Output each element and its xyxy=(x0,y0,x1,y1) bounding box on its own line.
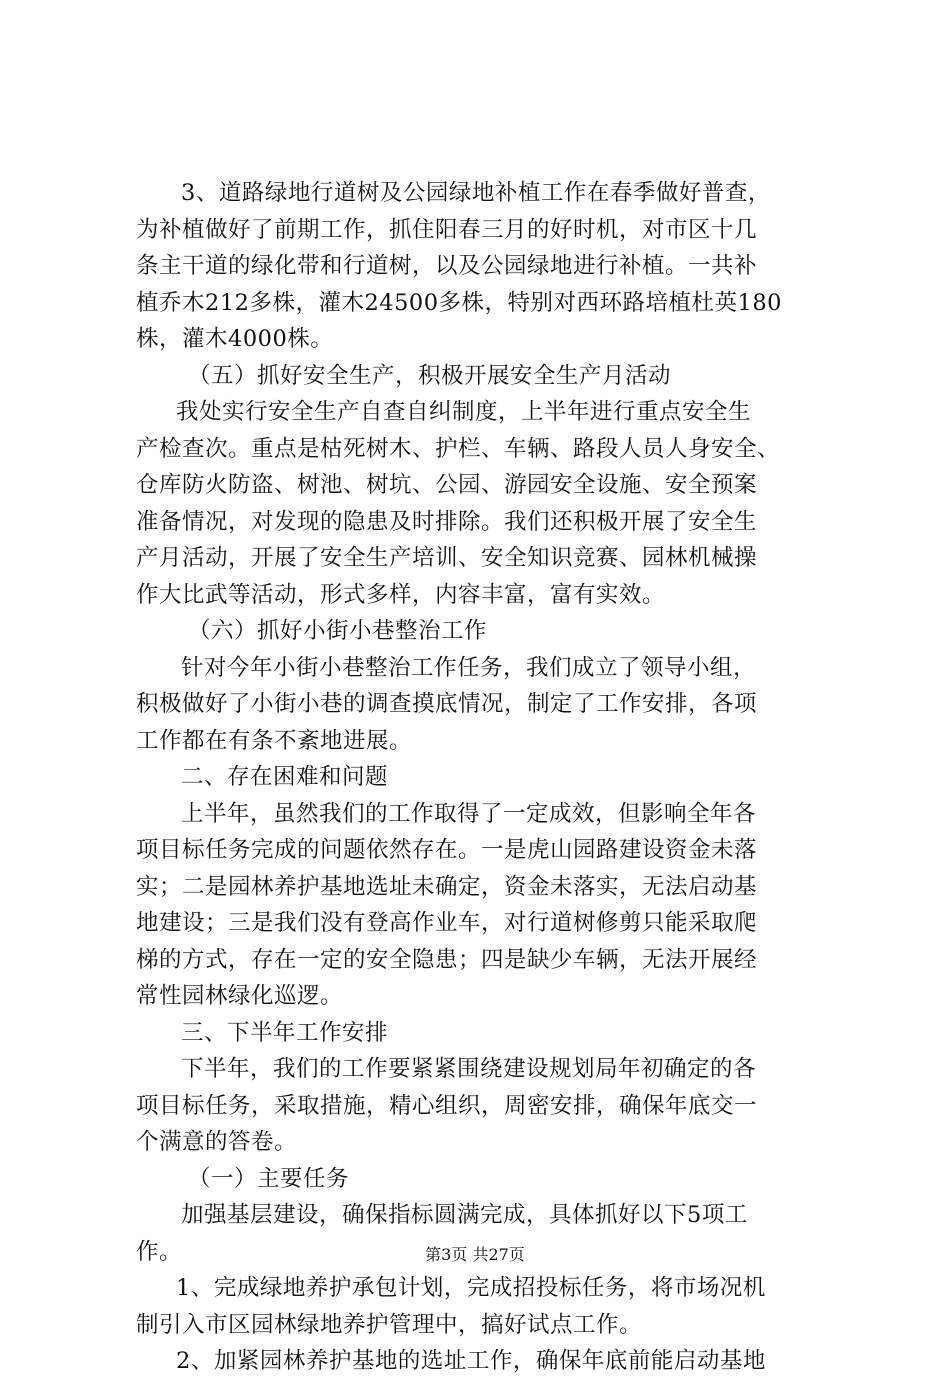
section-heading: （一）主要任务 xyxy=(188,1165,350,1192)
paragraph-line: 积极做好了小街小巷的调查摸底情况，制定了工作安排，各项 xyxy=(136,691,758,717)
paragraph-line: 项目标任务完成的问题依然存在。一是虎山园路建设资金未落 xyxy=(136,837,758,863)
paragraph-line: 株，灌木4000株。 xyxy=(136,326,334,352)
paragraph-line: 制引入市区园林绿地养护管理中，搞好试点工作。 xyxy=(136,1311,643,1338)
paragraph-line: 为补植做好了前期工作，抓住阳春三月的好时机，对市区十几 xyxy=(136,216,758,243)
paragraph-line: 上半年，虽然我们的工作取得了一定成效，但影响全年各 xyxy=(181,800,757,827)
paragraph-line: 个满意的答卷。 xyxy=(136,1129,298,1155)
paragraph-line: 1、完成绿地养护承包计划，完成招投标任务，将市场况机 xyxy=(176,1275,766,1301)
paragraph-line: 我处实行安全生产自查自纠制度，上半年进行重点安全生 xyxy=(176,399,752,425)
paragraph-line: 梯的方式，存在一定的安全隐患；四是缺少车辆，无法开展经 xyxy=(136,946,758,973)
section-heading: （五）抓好安全生产，积极开展安全生产月活动 xyxy=(188,362,672,389)
paragraph-line: 产检查次。重点是枯死树木、护栏、车辆、路段人员人身安全、 xyxy=(136,435,781,462)
paragraph-line: 项目标任务，采取措施，精心组织，周密安排，确保年底交一 xyxy=(136,1092,758,1119)
section-heading: 二、存在困难和问题 xyxy=(181,764,389,790)
paragraph-line: 产月活动，开展了安全生产培训、安全知识竞赛、园林机械操 xyxy=(136,545,758,571)
paragraph-line: 仓库防火防盗、树池、树坑、公园、游园安全设施、安全预案 xyxy=(136,472,758,498)
paragraph-line: 下半年，我们的工作要紧紧围绕建设规划局年初确定的各 xyxy=(181,1056,757,1082)
section-heading: （六）抓好小街小巷整治工作 xyxy=(188,618,488,644)
paragraph-line: 3、道路绿地行道树及公园绿地补植工作在春季做好普查， xyxy=(181,180,771,206)
page-footer xyxy=(0,1245,950,1265)
paragraph-line: 2、加紧园林养护基地的选址工作，确保年底前能启动基地 xyxy=(176,1348,766,1374)
document-body xyxy=(136,175,836,1380)
paragraph-line: 针对今年小街小巷整治工作任务，我们成立了领导小组， xyxy=(181,654,757,681)
paragraph-line: 条主干道的绿化带和行道树，以及公园绿地进行补植。一共补 xyxy=(136,253,758,279)
paragraph-line: 准备情况，对发现的隐患及时排除。我们还积极开展了安全生 xyxy=(136,508,758,535)
paragraph-line: 常性园林绿化巡逻。 xyxy=(136,983,344,1009)
paragraph-line: 作。 xyxy=(136,1238,183,1265)
paragraph-line: 作大比武等活动，形式多样，内容丰富，富有实效。 xyxy=(136,581,666,608)
paragraph-line: 加强基层建设，确保指标圆满完成，具体抓好以下5项工 xyxy=(181,1202,748,1228)
section-heading: 三、下半年工作安排 xyxy=(181,1019,389,1046)
paragraph-line: 工作都在有条不紊地进展。 xyxy=(136,727,413,754)
page-number-label: 第3页 共27页 xyxy=(425,1245,525,1264)
paragraph-line: 植乔木212多株，灌木24500多株，特别对西环路培植杜英180 xyxy=(136,289,782,316)
paragraph-line: 地建设；三是我们没有登高作业车，对行道树修剪只能采取爬 xyxy=(136,910,758,936)
paragraph-line: 实；二是园林养护基地选址未确定，资金未落实，无法启动基 xyxy=(136,873,758,900)
